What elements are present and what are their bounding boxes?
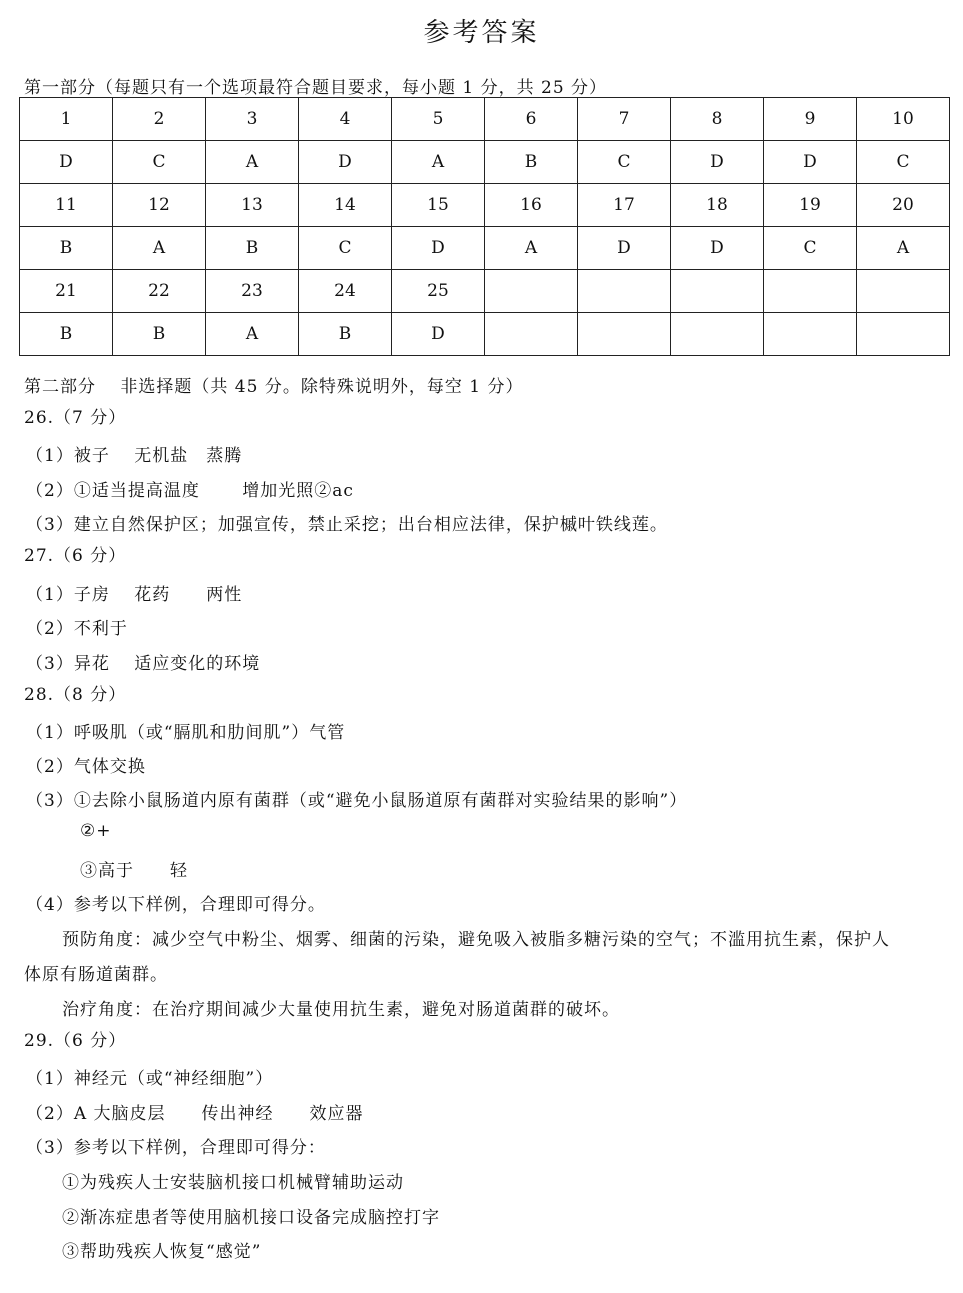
- question-28-heading: 28.（8 分）: [24, 685, 127, 705]
- table-row: [20, 227, 950, 270]
- table-cell: D: [20, 141, 113, 184]
- table-cell: B: [485, 141, 578, 184]
- table-cell: 1: [20, 98, 113, 141]
- table-cell: A: [392, 141, 485, 184]
- table-cell: A: [206, 141, 299, 184]
- q28-answer-4-prevention-cont: 体原有肠道菌群。: [24, 965, 168, 985]
- part1-heading: 第一部分（每题只有一个选项最符合题目要求，每小题 1 分，共 25 分）: [24, 78, 608, 98]
- table-cell: C: [764, 227, 857, 270]
- q28-answer-3-sub-3: ③高于 轻: [80, 861, 188, 881]
- q28-answer-4: （4）参考以下样例，合理即可得分。: [26, 895, 326, 915]
- q28-answer-2: （2）气体交换: [26, 757, 146, 777]
- q28-answer-1: （1）呼吸肌（或“膈肌和肋间肌”）气管: [26, 723, 346, 743]
- table-row: [20, 184, 950, 227]
- table-cell: 21: [20, 270, 113, 313]
- q28-answer-4-treatment: 治疗角度：在治疗期间减少大量使用抗生素，避免对肠道菌群的破坏。: [62, 1000, 620, 1020]
- q26-answer-2: （2）①适当提高温度 增加光照②ac: [26, 481, 354, 501]
- table-cell: 3: [206, 98, 299, 141]
- table-cell: 5: [392, 98, 485, 141]
- table-cell: 19: [764, 184, 857, 227]
- table-row: [20, 141, 950, 184]
- table-cell: [671, 313, 764, 356]
- table-cell: 18: [671, 184, 764, 227]
- table-cell: [764, 270, 857, 313]
- table-cell: 22: [113, 270, 206, 313]
- table-cell: D: [671, 227, 764, 270]
- table-row: [20, 270, 950, 313]
- table-cell: 23: [206, 270, 299, 313]
- question-26-heading: 26.（7 分）: [24, 408, 127, 428]
- q28-answer-4-prevention: 预防角度：减少空气中粉尘、烟雾、细菌的污染，避免吸入被脂多糖污染的空气；不滥用抗生素，保护人: [62, 930, 890, 950]
- table-cell: D: [764, 141, 857, 184]
- table-cell: [485, 313, 578, 356]
- table-cell: 15: [392, 184, 485, 227]
- q29-example-3: ③帮助残疾人恢复“感觉”: [62, 1242, 262, 1262]
- table-cell: 12: [113, 184, 206, 227]
- table-cell: 6: [485, 98, 578, 141]
- table-cell: D: [671, 141, 764, 184]
- table-cell: 20: [857, 184, 950, 227]
- table-cell: B: [20, 227, 113, 270]
- table-cell: 25: [392, 270, 485, 313]
- table-cell: 11: [20, 184, 113, 227]
- table-cell: 10: [857, 98, 950, 141]
- table-cell: 4: [299, 98, 392, 141]
- q27-answer-3: （3）异花 适应变化的环境: [26, 654, 261, 674]
- table-cell: C: [578, 141, 671, 184]
- part2-heading: 第二部分 非选择题（共 45 分。除特殊说明外，每空 1 分）: [24, 377, 524, 397]
- table-cell: [671, 270, 764, 313]
- q29-answer-2: （2）A 大脑皮层 传出神经 效应器: [26, 1104, 364, 1124]
- table-cell: [578, 270, 671, 313]
- table-cell: 9: [764, 98, 857, 141]
- q28-answer-3: （3）①去除小鼠肠道内原有菌群（或“避免小鼠肠道原有菌群对实验结果的影响”）: [26, 791, 688, 811]
- table-row: [20, 313, 950, 356]
- table-cell: 17: [578, 184, 671, 227]
- table-cell: B: [113, 313, 206, 356]
- q29-answer-1: （1）神经元（或“神经细胞”）: [26, 1069, 274, 1089]
- table-cell: B: [20, 313, 113, 356]
- question-29-heading: 29.（6 分）: [24, 1031, 127, 1051]
- answer-table: [19, 97, 950, 356]
- table-cell: C: [857, 141, 950, 184]
- table-cell: C: [113, 141, 206, 184]
- table-cell: D: [392, 227, 485, 270]
- table-cell: A: [113, 227, 206, 270]
- table-cell: 14: [299, 184, 392, 227]
- q27-answer-2: （2）不利于: [26, 619, 128, 639]
- table-cell: 24: [299, 270, 392, 313]
- q28-answer-3-sub-2: ②+: [80, 821, 112, 841]
- table-cell: [485, 270, 578, 313]
- q26-answer-3: （3）建立自然保护区；加强宣传，禁止采挖；出台相应法律，保护槭叶铁线莲。: [26, 515, 668, 535]
- table-cell: 2: [113, 98, 206, 141]
- table-cell: 13: [206, 184, 299, 227]
- table-cell: [857, 313, 950, 356]
- q27-answer-1: （1）子房 花药 两性: [26, 585, 243, 605]
- q29-example-2: ②渐冻症患者等使用脑机接口设备完成脑控打字: [62, 1208, 440, 1228]
- table-cell: [578, 313, 671, 356]
- q29-answer-3: （3）参考以下样例，合理即可得分：: [26, 1138, 326, 1158]
- question-27-heading: 27.（6 分）: [24, 546, 127, 566]
- table-row: [20, 98, 950, 141]
- table-cell: D: [392, 313, 485, 356]
- q26-answer-1: （1）被子 无机盐 蒸腾: [26, 446, 243, 466]
- table-cell: 8: [671, 98, 764, 141]
- table-cell: [857, 270, 950, 313]
- table-cell: B: [299, 313, 392, 356]
- table-cell: D: [299, 141, 392, 184]
- page-title: 参考答案: [423, 18, 540, 48]
- table-cell: [764, 313, 857, 356]
- table-cell: 7: [578, 98, 671, 141]
- table-cell: C: [299, 227, 392, 270]
- q29-example-1: ①为残疾人士安装脑机接口机械臂辅助运动: [62, 1173, 404, 1193]
- table-cell: D: [578, 227, 671, 270]
- table-cell: A: [485, 227, 578, 270]
- table-cell: A: [206, 313, 299, 356]
- table-cell: A: [857, 227, 950, 270]
- table-cell: B: [206, 227, 299, 270]
- table-cell: 16: [485, 184, 578, 227]
